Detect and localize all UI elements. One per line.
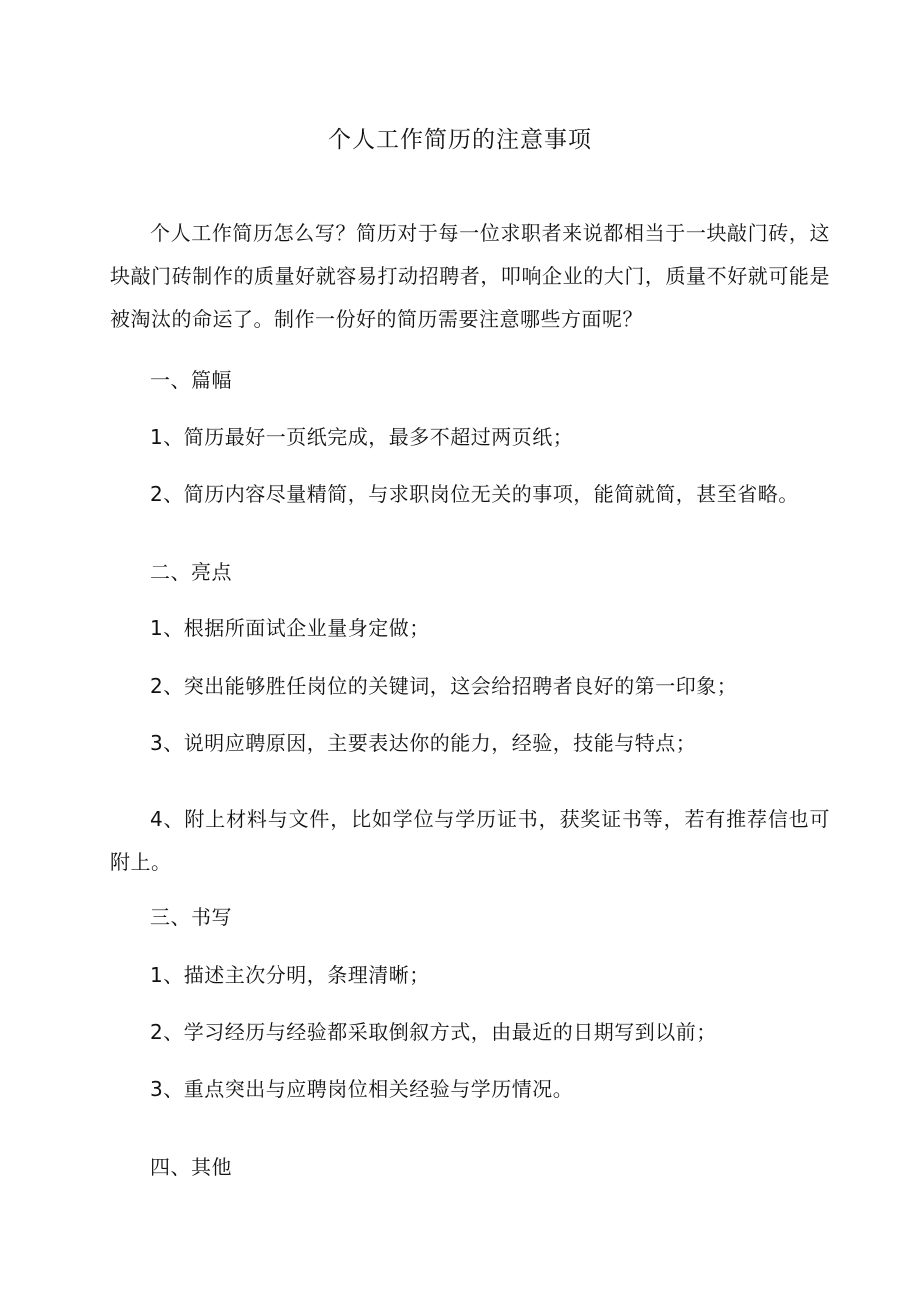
section-heading-writing: 三、书写 — [150, 905, 232, 929]
list-item: 2、突出能够胜任岗位的关键词，这会给招聘者良好的第一印象； — [150, 674, 738, 698]
section-heading-other: 四、其他 — [150, 1155, 232, 1179]
list-item: 2、学习经历与经验都采取倒叙方式，由最近的日期写到以前； — [150, 1020, 717, 1044]
list-item: 4、附上材料与文件，比如学位与学历证书，获奖证书等，若有推荐信也可附上。 — [110, 807, 830, 874]
list-item: 2、简历内容尽量精简，与求职岗位无关的事项，能简就简，甚至省略。 — [150, 482, 799, 506]
intro-paragraph: 个人工作简历怎么写？简历对于每一位求职者来说都相当于一块敲门砖，这块敲门砖制作的质量好就容易打动招聘者，叩响企业的大门，质量不好就可能是被淘汰的命运了。制作一份好的简历需要注意哪些方面呢？ — [110, 221, 830, 331]
list-item: 3、说明应聘原因，主要表达你的能力，经验，技能与特点； — [150, 731, 697, 755]
list-item: 1、描述主次分明，条理清晰； — [150, 963, 430, 987]
section-heading-highlights: 二、亮点 — [150, 560, 232, 584]
document-title: 个人工作简历的注意事项 — [328, 127, 592, 153]
section-heading-length: 一、篇幅 — [150, 368, 232, 392]
list-item: 1、简历最好一页纸完成，最多不超过两页纸； — [150, 425, 574, 449]
list-item: 3、重点突出与应聘岗位相关经验与学历情况。 — [150, 1077, 574, 1101]
list-item: 1、根据所面试企业量身定做； — [150, 616, 430, 640]
